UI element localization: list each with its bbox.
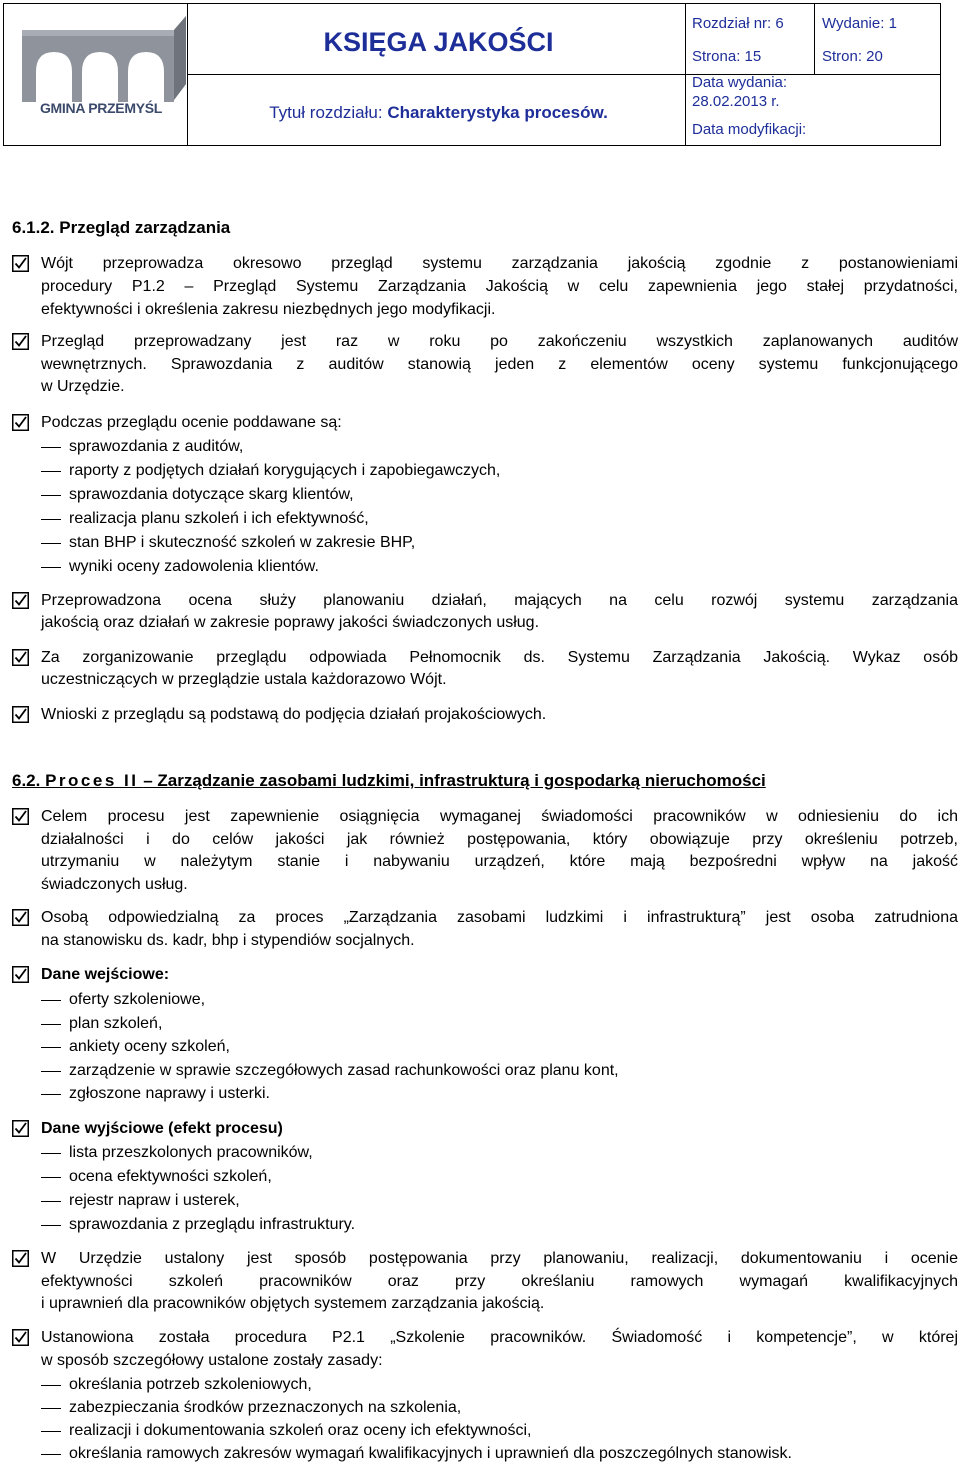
paragraph-line: Celem procesu jest zapewnienie osiągnięcia wymaganej świadomości pracowników w odniesieniu do ich xyxy=(41,808,958,825)
bullet-paragraph xyxy=(12,829,958,852)
checkbox-icon xyxy=(12,706,29,723)
checkbox-icon xyxy=(12,966,29,983)
bullet-paragraph xyxy=(12,1271,958,1294)
paragraph-line: Osobą odpowiedzialną za proces „Zarządzania zasobami ludzkimi i infrastrukturą” jest osoba zatrudniona xyxy=(41,909,958,926)
list-item: zgłoszone naprawy i usterki. xyxy=(41,1083,270,1106)
process-label: Proces II xyxy=(45,771,139,790)
list-item: zarządzenie w sprawie szczegółowych zasad rachunkowości oraz planu kont, xyxy=(41,1060,619,1083)
checkbox-icon xyxy=(12,592,29,609)
checkbox-icon xyxy=(12,1120,29,1137)
paragraph-line: efektywności szkoleń pracowników oraz przy określaniu ramowych wymagań kwalifikacyjnych xyxy=(41,1273,958,1290)
section-heading xyxy=(12,771,766,791)
bullet-paragraph xyxy=(12,299,958,322)
checkbox-icon xyxy=(12,808,29,825)
list-item: realizacja planu szkoleń i ich efektywność, xyxy=(41,508,369,531)
list-item: wyniki oceny zadowolenia klientów. xyxy=(41,556,319,579)
section-title: – Zarządzanie zasobami ludzkimi, infrastrukturą i gospodarką nieruchomości xyxy=(143,771,766,790)
checkbox-icon xyxy=(12,333,29,350)
bullet-paragraph xyxy=(12,704,958,727)
paragraph-line: w Urzędzie. xyxy=(41,378,125,395)
logo-caption: GMINA PRZEMYŚL xyxy=(39,100,163,116)
issue-date: 28.02.2013 r. xyxy=(692,93,780,110)
checkbox-icon xyxy=(12,414,29,431)
bullet-paragraph xyxy=(12,276,958,299)
bullet-paragraph xyxy=(12,412,958,435)
issue-date-label: Data wydania: xyxy=(692,74,788,91)
checkbox-icon xyxy=(12,1329,29,1346)
paragraph-line: Podczas przeglądu ocenie poddawane są: xyxy=(41,414,342,431)
list-item: ocena efektywności szkoleń, xyxy=(41,1166,272,1189)
paragraph-line: W Urzędzie ustalony jest sposób postępowania przy planowaniu, realizacji, dokumentowaniu i ocenie xyxy=(41,1250,958,1267)
list-item: realizacji i dokumentowania szkoleń oraz oceny ich efektywności, xyxy=(41,1420,531,1443)
header-divider xyxy=(814,4,815,74)
bullet-paragraph xyxy=(12,907,958,930)
bullet-paragraph xyxy=(12,354,958,377)
list-item: lista przeszkolonych pracowników, xyxy=(41,1142,313,1165)
list-item: oferty szkoleniowe, xyxy=(41,989,205,1012)
bullet-paragraph xyxy=(12,806,958,829)
bullet-paragraph xyxy=(12,376,958,399)
chapter-name: Charakterystyka procesów. xyxy=(387,102,608,122)
paragraph-line: uczestniczących w przeglądzie ustala każdorazowo Wójt. xyxy=(41,671,447,688)
document-header xyxy=(3,3,941,146)
bullet-paragraph xyxy=(12,964,958,987)
paragraph-line: działalności i do celów jakości jak również postępowania, który obowiązuje przy określeniu potrzeb, xyxy=(41,831,958,848)
bullet-paragraph xyxy=(12,1248,958,1271)
bullet-paragraph xyxy=(12,1293,958,1316)
paragraph-line: i uprawnień dla pracowników objętych systemem zarządzania jakością. xyxy=(41,1295,545,1312)
inputs-label: Dane wejściowe: xyxy=(41,966,170,983)
bullet-paragraph xyxy=(12,1327,958,1350)
bullet-paragraph xyxy=(12,1118,958,1141)
bullet-paragraph xyxy=(12,647,958,670)
checkbox-icon xyxy=(12,649,29,666)
document-title: KSIĘGA JAKOŚCI xyxy=(323,26,554,57)
outputs-label: Dane wyjściowe (efekt procesu) xyxy=(41,1120,283,1137)
bullet-paragraph xyxy=(12,874,958,897)
list-item: raporty z podjętych działań korygujących i zapobiegawczych, xyxy=(41,460,500,483)
paragraph-line: procedury P1.2 – Przegląd Systemu Zarządzania Jakością w celu zapewnienia jego stałej przydatności, xyxy=(41,278,958,295)
section-number: 6.2. xyxy=(12,771,41,790)
paragraph-line: w sposób szczegółowy ustalone zostały zasady: xyxy=(41,1352,383,1369)
paragraph-line: Wójt przeprowadza okresowo przegląd systemu zarządzania jakością zgodnie z postanowieniami xyxy=(41,255,958,272)
list-item: sprawozdania z auditów, xyxy=(41,436,243,459)
list-item: rejestr napraw i usterek, xyxy=(41,1190,240,1213)
checkbox-icon xyxy=(12,255,29,272)
bullet-paragraph xyxy=(12,851,958,874)
list-item: plan szkoleń, xyxy=(41,1013,162,1036)
bullet-paragraph xyxy=(12,669,958,692)
paragraph-line: wewnętrznych. Sprawozdania z auditów stanowią jeden z elementów oceny systemu funkcjonującego xyxy=(41,356,958,373)
modified-date-label: Data modyfikacji: xyxy=(692,121,807,138)
chapter-number: Rozdział nr: 6 xyxy=(692,15,784,32)
list-item: sprawozdania z przeglądu infrastruktury. xyxy=(41,1214,355,1237)
chapter-label: Tytuł rozdziału: xyxy=(269,102,383,122)
bullet-paragraph xyxy=(12,612,958,635)
bullet-paragraph xyxy=(12,930,958,953)
list-item: określania ramowych zakresów wymagań kwalifikacyjnych i uprawnień dla poszczególnych stanowisk. xyxy=(41,1443,792,1466)
paragraph-line: Przeprowadzona ocena służy planowaniu działań, mających na celu rozwój systemu zarządzania xyxy=(41,592,958,609)
bullet-paragraph xyxy=(12,331,958,354)
page-count: Stron: 20 xyxy=(822,48,883,65)
checkbox-icon xyxy=(12,909,29,926)
paragraph-line: efektywności i określenia zakresu niezbędnych jego modyfikacji. xyxy=(41,301,496,318)
paragraph-line: Ustanowiona została procedura P2.1 „Szkolenie pracowników. Świadomość i kompetencje”, w której xyxy=(41,1329,958,1346)
bullet-paragraph xyxy=(12,253,958,276)
edition: Wydanie: 1 xyxy=(822,15,897,32)
bullet-paragraph xyxy=(12,1350,958,1373)
list-item: stan BHP i skuteczność szkoleń w zakresie BHP, xyxy=(41,532,415,555)
list-item: określania potrzeb szkoleniowych, xyxy=(41,1374,312,1397)
list-item: sprawozdania dotyczące skarg klientów, xyxy=(41,484,354,507)
paragraph-line: utrzymaniu w należytym stanie i nabywaniu urządzeń, które mają bezpośredni wpływ na jakość xyxy=(41,853,958,870)
bullet-paragraph xyxy=(12,590,958,613)
paragraph-line: świadczonych usług. xyxy=(41,876,188,893)
paragraph-line: na stanowisku ds. kadr, bhp i stypendiów socjalnych. xyxy=(41,932,415,949)
list-item: zabezpieczania środków przeznaczonych na szkolenia, xyxy=(41,1397,461,1420)
paragraph-line: Wnioski z przeglądu są podstawą do podjęcia działań projakościowych. xyxy=(41,706,547,723)
paragraph-line: jakością oraz działań w zakresie poprawy jakości świadczonych usług. xyxy=(41,614,540,631)
list-item: ankiety oceny szkoleń, xyxy=(41,1036,230,1059)
checkbox-icon xyxy=(12,1250,29,1267)
paragraph-line: Za zorganizowanie przeglądu odpowiada Pełnomocnik ds. Systemu Zarządzania Jakością. Wykaz osób xyxy=(41,649,958,666)
section-heading: 6.1.2. Przegląd zarządzania xyxy=(12,218,231,237)
paragraph-line: Przegląd przeprowadzany jest raz w roku po zakończeniu wszystkich zaplanowanych auditów xyxy=(41,333,958,350)
page-number: Strona: 15 xyxy=(692,48,762,65)
chapter-title xyxy=(191,78,686,147)
